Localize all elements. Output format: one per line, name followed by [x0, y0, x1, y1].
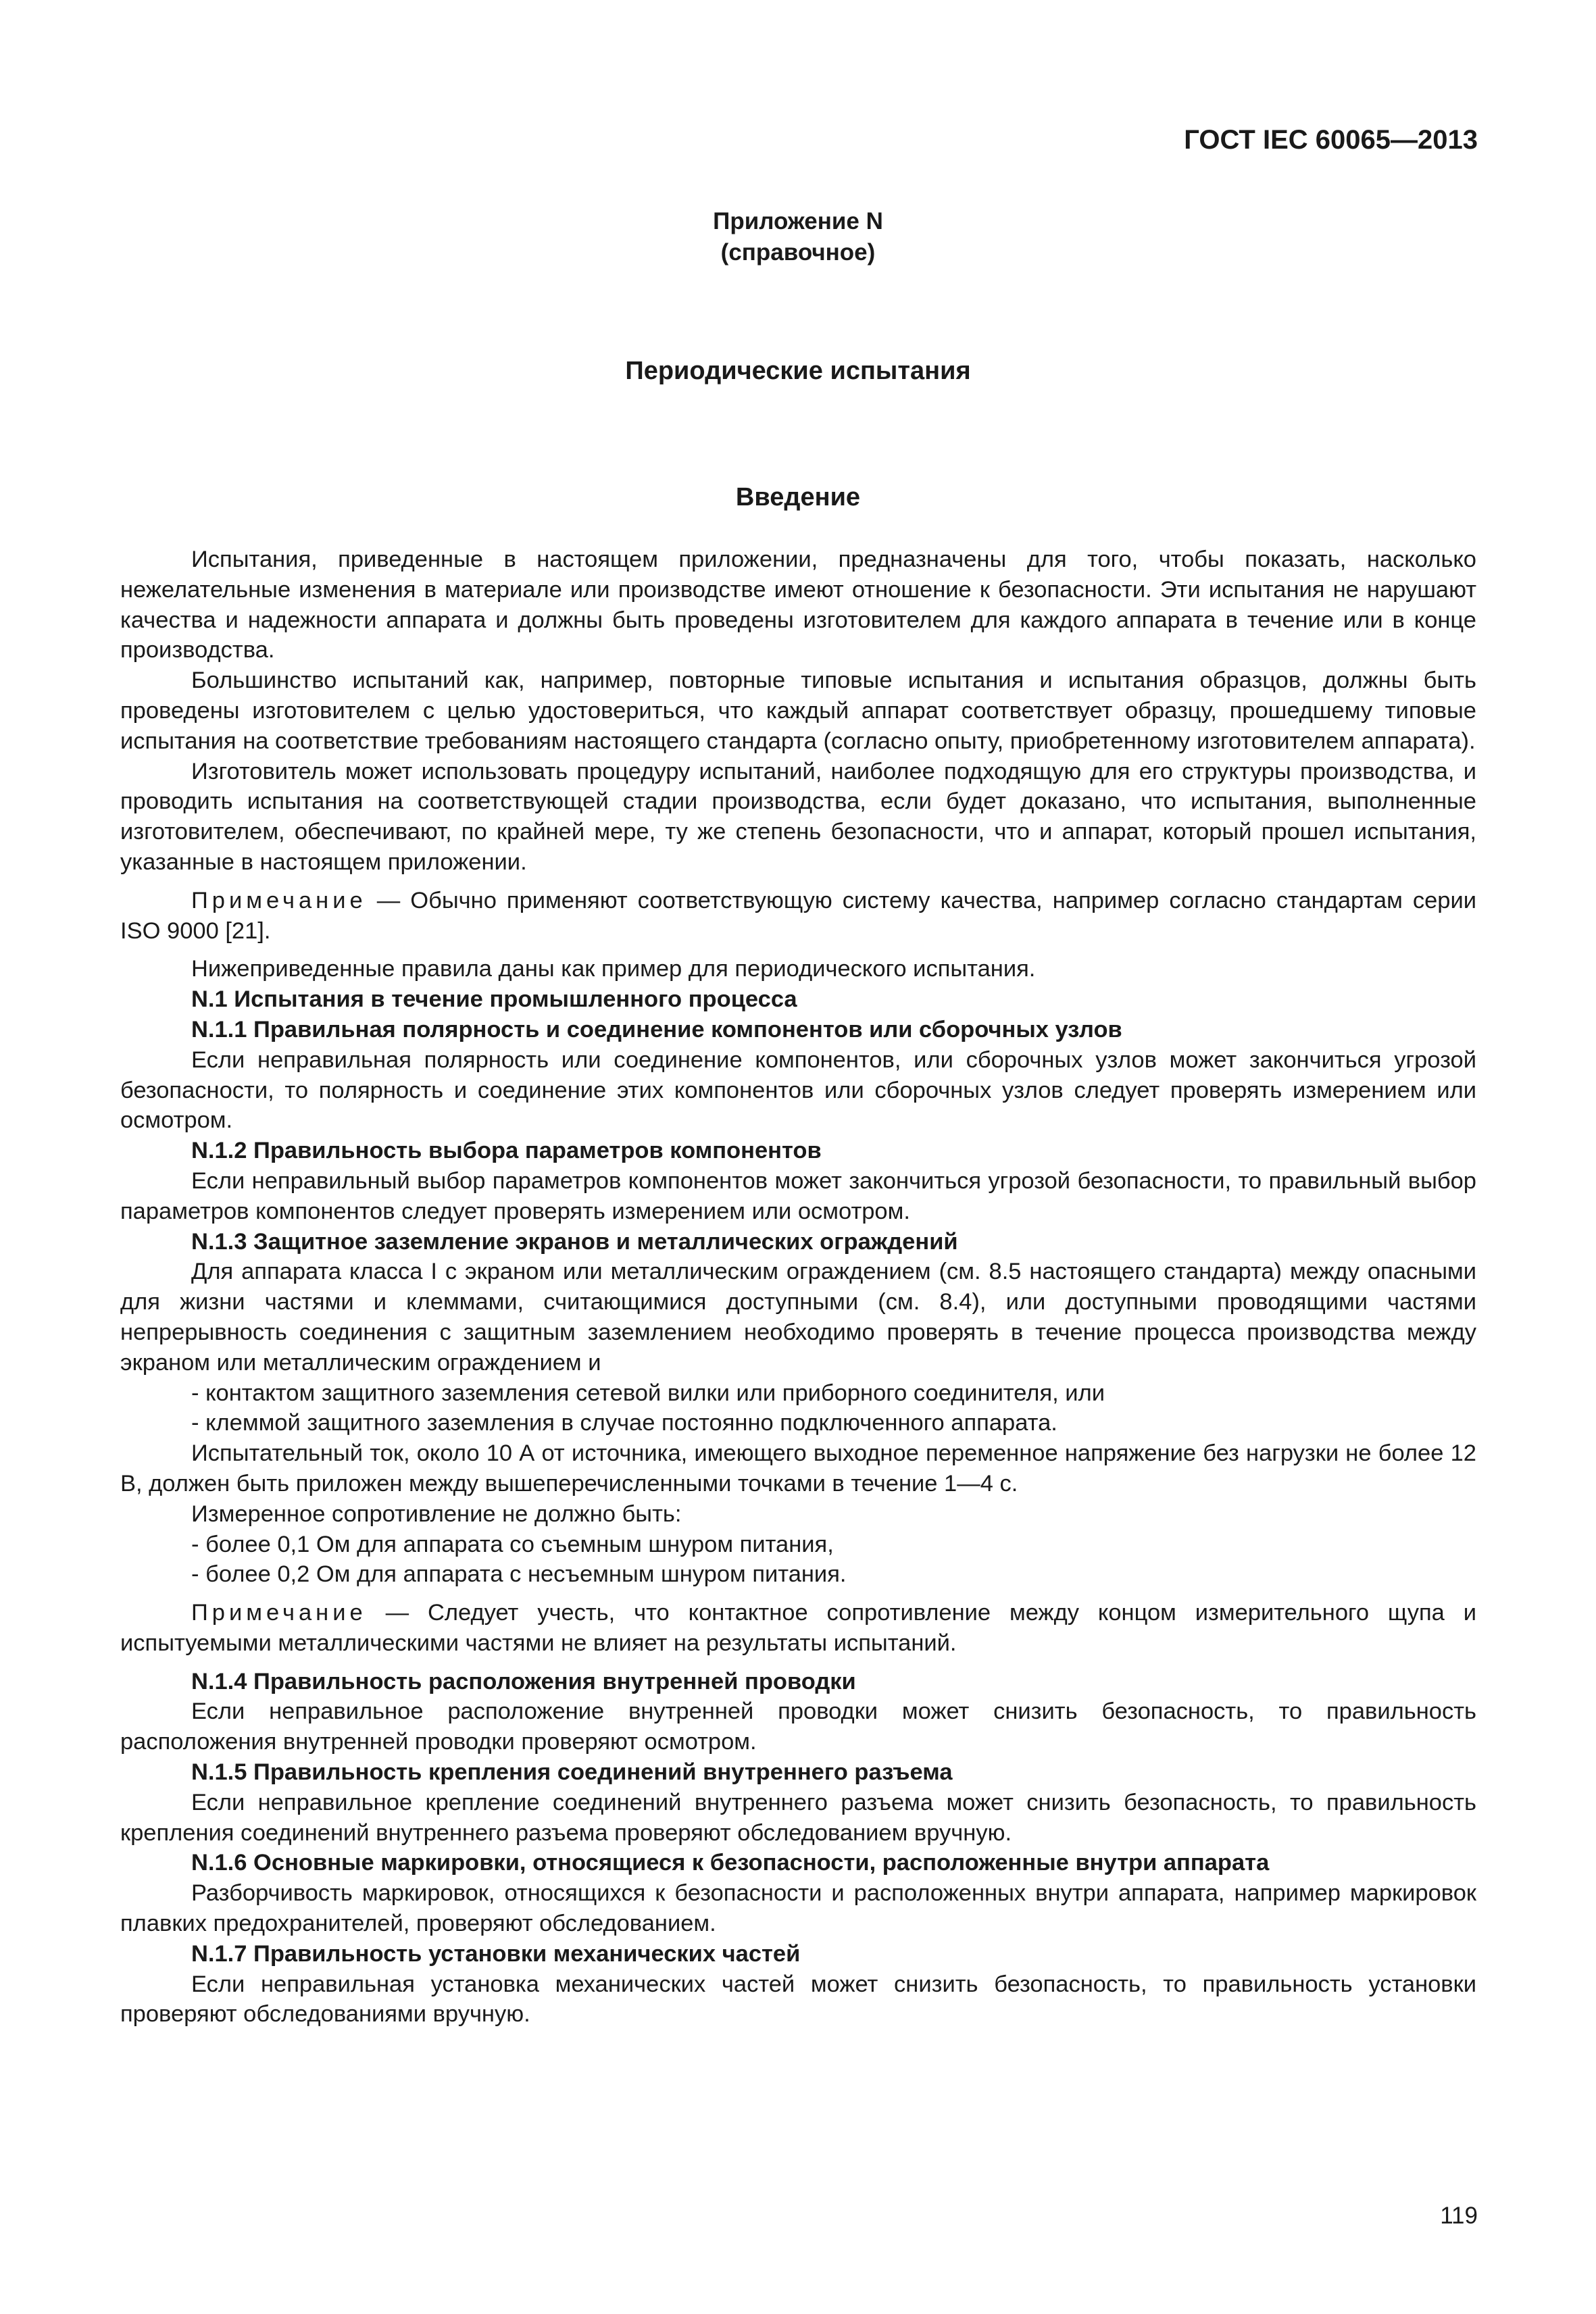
- list-item: - клеммой защитного заземления в случае постоянно подключенного аппарата.: [191, 1410, 1057, 1436]
- subsection-heading: N.1.6 Основные маркировки, относящиеся к безопасности, расположенные внутри аппарата: [191, 1850, 1270, 1876]
- subsection-text: Если неправильное крепление соединений внутреннего разъема может снизить безопасность, то правильность крепления соединений внутреннего разъема проверяют обследованием вручную.: [120, 1789, 1476, 1846]
- subsection-heading: N.1.5 Правильность крепления соединений внутреннего разъема: [191, 1759, 953, 1786]
- note-label: Примечание: [191, 887, 367, 913]
- section-heading: N.1 Испытания в течение промышленного процесса: [191, 986, 797, 1013]
- list-item: - более 0,2 Ом для аппарата с несъемным шнуром питания.: [191, 1561, 847, 1588]
- body-text: [120, 545, 1476, 2030]
- intro-paragraph: Большинство испытаний как, например, повторные типовые испытания и испытания образцов, должны быть проведены изготовителем с целью удостовериться, что каждый аппарат соответствует образцу, прошедшему типовые испытания на соответствие требованиям настоящего стандарта (согласно опыту, приобретенному изготовителем аппарата).: [120, 668, 1476, 754]
- subsection-heading: N.1.3 Защитное заземление экранов и металлических ограждений: [191, 1228, 958, 1255]
- list-item: - более 0,1 Ом для аппарата со съемным шнуром питания,: [191, 1531, 834, 1557]
- subsection-text: Если неправильный выбор параметров компонентов может закончиться угрозой безопасности, то правильный выбор параметров компонентов следует проверять измерением или осмотром.: [120, 1167, 1476, 1224]
- intro-paragraph: Изготовитель может использовать процедуру испытаний, наиболее подходящую для его структуры производства, и проводить испытания на соответствующей стадии производства, если будет доказано, что испытания, выполненные изготовителем, обеспечивают, по крайней мере, ту же степень безопасности, что и аппарат, который прошел испытания, указанные в настоящем приложении.: [120, 758, 1476, 875]
- intro-paragraph: Нижеприведенные правила даны как пример для периодического испытания.: [191, 956, 1036, 982]
- subsection-heading: N.1.1 Правильная полярность и соединение компонентов или сборочных узлов: [191, 1016, 1122, 1042]
- subsection-text: Если неправильное расположение внутренней проводки может снизить безопасность, то правильность расположения внутренней проводки проверяют осмотром.: [120, 1699, 1476, 1755]
- subsection-text: Разборчивость маркировок, относящихся к безопасности и расположенных внутри аппарата, например маркировок плавких предохранителей, проверяют обследованием.: [120, 1880, 1476, 1937]
- note-paragraph: [120, 886, 1476, 947]
- subsection-text: Если неправильная установка механических частей может снизить безопасность, то правильность установки проверяют обследованиями вручную.: [120, 1971, 1476, 2028]
- subsection-text: Измеренное сопротивление не должно быть:: [191, 1501, 682, 1527]
- note-label: Примечание: [191, 1600, 367, 1626]
- annex-label: Приложение N: [713, 208, 883, 234]
- intro-heading: Введение: [735, 483, 861, 511]
- intro-paragraph: Испытания, приведенные в настоящем приложении, предназначены для того, чтобы показать, насколько нежелательные изменения в материале или производстве имеют отношение к безопасности. Эти испытания не нарушают качества и надежности аппарата и должны быть проведены изготовителем для каждого аппарата в течение или в конце производства.: [120, 547, 1476, 663]
- subsection-text: Если неправильная полярность или соединение компонентов, или сборочных узлов может закончиться угрозой безопасности, то полярность и соединение этих компонентов или сборочных узлов следует проверять измерением или осмотром.: [120, 1047, 1476, 1134]
- note-text: — Следует учесть, что контактное сопротивление между концом измерительного щупа и испытуемыми металлическими частями не влияет на результаты испытаний.: [120, 1600, 1476, 1656]
- subsection-text: Для аппарата класса I с экраном или металлическим ограждением (см. 8.5 настоящего стандарта) между опасными для жизни частями и клеммами, считающимися доступными (см. 8.4), или доступными проводящими частями непрерывность соединения с защитным заземлением необходимо проверять в течение процесса производства между экраном или металлическим ограждением и: [120, 1259, 1476, 1376]
- note-text: — Обычно применяют соответствующую систему качества, например согласно стандартам серии ISO 9000 [21].: [120, 887, 1476, 944]
- subsection-heading: N.1.4 Правильность расположения внутренней проводки: [191, 1668, 856, 1694]
- standard-designation: ГОСТ IEC 60065—2013: [1184, 125, 1478, 155]
- subsection-heading: N.1.7 Правильность установки механических частей: [191, 1940, 801, 1967]
- page-title: Периодические испытания: [625, 357, 971, 385]
- annex-title: [0, 206, 1596, 268]
- annex-type: (справочное): [720, 239, 876, 266]
- subsection-text: Испытательный ток, около 10 А от источника, имеющего выходное переменное напряжение без нагрузки не более 12 В, должен быть приложен между вышеперечисленными точками в течение 1—4 с.: [120, 1440, 1476, 1496]
- note-paragraph: [120, 1598, 1476, 1659]
- list-item: - контактом защитного заземления сетевой вилки или приборного соединителя, или: [191, 1380, 1105, 1406]
- subsection-heading: N.1.2 Правильность выбора параметров компонентов: [191, 1138, 822, 1164]
- page-number: 119: [1440, 2203, 1478, 2229]
